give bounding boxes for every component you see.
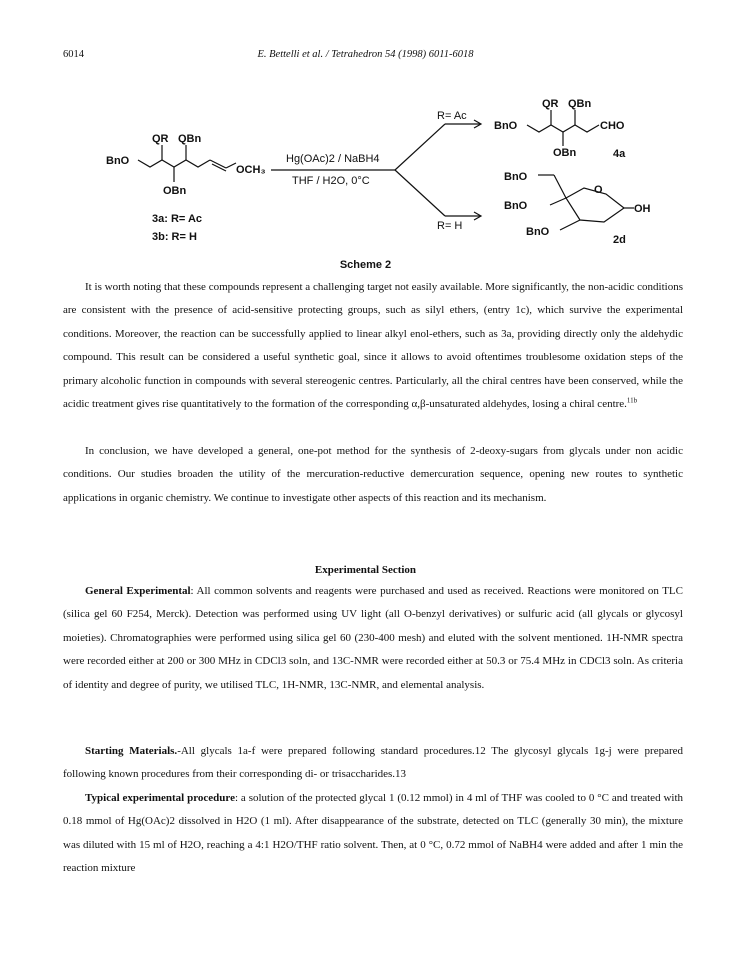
compound-label-2d: 2d xyxy=(613,234,626,246)
page-number: 6014 xyxy=(63,49,84,60)
product-4a-structure xyxy=(494,98,626,160)
paragraph-4 xyxy=(63,740,683,787)
product-2d-ring-o: O xyxy=(594,184,603,196)
product-4a-obn-bottom: OBn xyxy=(553,147,577,159)
product-4a-obn-top: QBn xyxy=(568,98,592,110)
paragraph-5 xyxy=(63,787,683,881)
running-head: E. Bettelli et al. / Tetrahedron 54 (1998) 6011-6018 xyxy=(257,49,474,60)
compound-label-4a: 4a xyxy=(613,148,626,160)
reactant-obn-top: QBn xyxy=(178,133,202,145)
product-4a-or-label: QR xyxy=(542,98,559,110)
paragraph-5-text: : a solution of the protected glycal 1 (0.12 mmol) in 4 ml of THF was cooled to 0 °C and treated with 0.18 mmol of Hg(OAc)2 dissolved in H2O (1 ml). After disappearance of the substrate, detected on TLC (generally 30 min), the mixture was diluted with 15 ml of H2O, reaching a 4:1 H2O/THF ratio solvent. Then, at 0 °C, 0.72 mmol of NaBH4 were added and after 1 min the reaction mixture xyxy=(63,792,684,875)
product-2d-bno-2: BnO xyxy=(504,200,528,212)
product-4a-bno: BnO xyxy=(494,120,518,132)
paragraph-4-lead: Starting Materials. xyxy=(85,745,178,757)
scheme-title: Scheme 2 xyxy=(339,259,392,271)
paragraph-4-text: -All glycals 1a-f were prepared following standard procedures.12 The glycosyl glycals 1g-j were prepared following known procedures from their corresponding di- or trisaccharides.13 xyxy=(63,745,684,781)
conditions-reagents: Hg(OAc)2 / NaBH4 xyxy=(286,153,380,165)
paragraph-5-lead: Typical experimental procedure xyxy=(85,792,235,804)
paragraph-3-lead: General Experimental xyxy=(85,585,191,597)
branch-upper-label: R= Ac xyxy=(437,110,467,122)
reactant-och3: OCH₃ xyxy=(236,164,266,176)
reaction-arrows xyxy=(271,110,481,232)
paragraph-3-text: : All common solvents and reagents were purchased and used as received. Reactions were monitored on TLC (silica gel 60 F254, Merck). Detection was performed using UV light (all O-benzyl derivatives) or sulfuric acid (all glycals or glycosyl moieties). Chromatographies were performed using silica gel 60 (230-400 mesh) and eluted with the solvent mentioned. 1H-NMR spectra were recorded either at 200 or 300 MHz in CDCl3 soln, and 13C-NMR were recorded either at 50.3 or 75.4 MHz in CDCl3 soln. As criteria of identity and degree of purity, we utilised TLC, 1H-NMR, 13C-NMR, and elemental analysis. xyxy=(63,585,683,691)
paragraph-3 xyxy=(63,580,683,697)
branch-lower-label: R= H xyxy=(437,220,463,232)
product-2d-oh: OH xyxy=(634,203,651,215)
reactant-structure xyxy=(106,133,266,243)
section-title: Experimental Section xyxy=(314,564,417,576)
paragraph-1-text: It is worth noting that these compounds represent a challenging target not easily available. More significantly, the non-acidic conditions are consistent with the presence of acid-sensitive protecting groups, such as silyl ethers, (entry 1c), which survive the experimental conditions. Moreover, the reaction can be successfully applied to linear alkyl enol-ethers, such as 3a, providing directly only the aldehydic compound. This result can be considered a useful synthetic goal, since it allows to avoid oftentimes troublesome oxidation steps of the primary alcoholic function in compounds with several stereogenic centres. Particularly, all the chiral centres have been conserved, while the acidic treatment gives rise quantitatively to the formation of the corresponding α,β-unsaturated aldehydes, losing a chiral centre. xyxy=(63,281,683,411)
reactant-or-label: QR xyxy=(152,133,169,145)
product-2d-bno-1: BnO xyxy=(504,171,528,183)
product-4a-cho: CHO xyxy=(600,120,625,132)
compound-label-3b: 3b: R= H xyxy=(152,231,197,243)
product-2d-bno-3: BnO xyxy=(526,226,550,238)
compound-label-3a: 3a: R= Ac xyxy=(152,213,203,225)
reactant-bno: BnO xyxy=(106,155,130,167)
paragraph-1-ref: 11b xyxy=(626,396,638,405)
scheme-2-figure xyxy=(0,0,731,260)
conditions-solvent: THF / H2O, 0°C xyxy=(292,175,370,187)
paragraph-1 xyxy=(63,276,683,416)
product-2d-structure xyxy=(504,171,651,246)
reactant-obn-bottom: OBn xyxy=(163,185,187,197)
paragraph-2: In conclusion, we have developed a general, one-pot method for the synthesis of 2-deoxy-sugars from glycals under non acidic conditions. Our studies broaden the utility of the mercuration-reductive demercuration sequence, opening new routes to synthetic applications in organic chemistry. We continue to investigate other aspects of this reaction and its mechanism. xyxy=(63,445,683,504)
